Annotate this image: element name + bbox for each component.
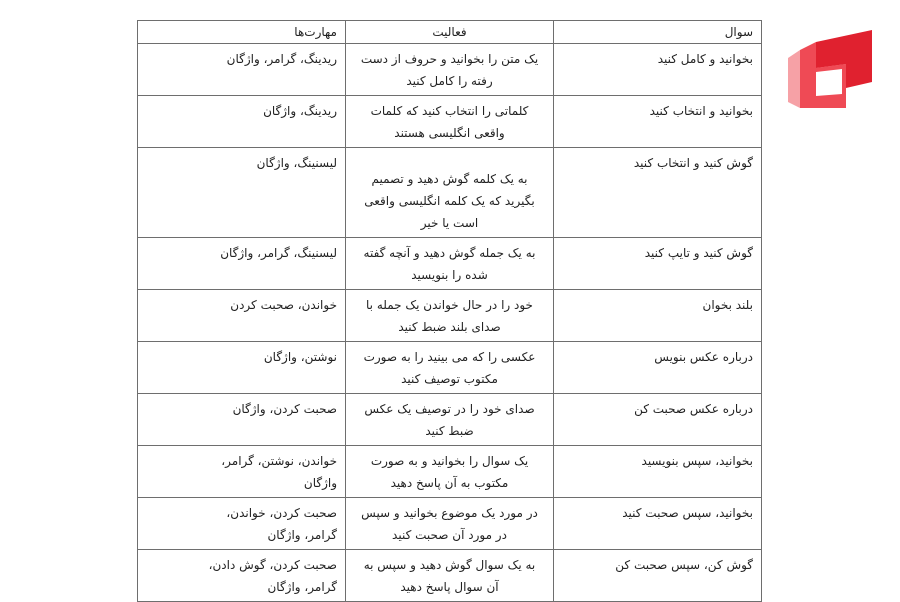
cell-activity: عکسی را که می بینید را به صورت مکتوب توصیف کنید — [346, 342, 554, 394]
table-header-row — [138, 21, 762, 44]
cell-question: گوش کن، سپس صحبت کن — [554, 550, 762, 602]
table-row — [138, 148, 762, 238]
table-row — [138, 44, 762, 96]
cell-skills: لیسنینگ، واژگان — [138, 148, 346, 238]
skills-table — [137, 20, 762, 602]
header-activity: فعالیت — [346, 21, 554, 44]
cell-skills: صحبت کردن، واژگان — [138, 394, 346, 446]
cell-skills: صحبت کردن، خواندن، گرامر، واژگان — [138, 498, 346, 550]
table-row — [138, 550, 762, 602]
cell-skills: لیسنینگ، گرامر، واژگان — [138, 238, 346, 290]
cell-activity: یک سوال را بخوانید و به صورت مکتوب به آن پاسخ دهید — [346, 446, 554, 498]
table-row — [138, 446, 762, 498]
cell-activity: خود را در حال خواندن یک جمله با صدای بلند ضبط کنید — [346, 290, 554, 342]
cell-activity: در مورد یک موضوع بخوانید و سپس در مورد آن صحبت کنید — [346, 498, 554, 550]
cell-question: بخوانید، سپس بنویسید — [554, 446, 762, 498]
cell-skills: ریدینگ، واژگان — [138, 96, 346, 148]
table-row — [138, 498, 762, 550]
cell-question: گوش کنید و تایپ کنید — [554, 238, 762, 290]
cell-question: بلند بخوان — [554, 290, 762, 342]
header-skills: مهارت‌ها — [138, 21, 346, 44]
cell-skills: خواندن، صحبت کردن — [138, 290, 346, 342]
cell-question: درباره عکس بنویس — [554, 342, 762, 394]
table-row — [138, 96, 762, 148]
cell-question: بخوانید و کامل کنید — [554, 44, 762, 96]
table-row — [138, 394, 762, 446]
brand-logo-icon — [786, 24, 878, 114]
cell-skills: ریدینگ، گرامر، واژگان — [138, 44, 346, 96]
cell-activity: به یک جمله گوش دهید و آنچه گفته شده را بنویسید — [346, 238, 554, 290]
header-question: سوال — [554, 21, 762, 44]
cell-skills: خواندن، نوشتن، گرامر، واژگان — [138, 446, 346, 498]
cell-skills: نوشتن، واژگان — [138, 342, 346, 394]
cell-activity: کلماتی را انتخاب کنید که کلمات واقعی انگلیسی هستند — [346, 96, 554, 148]
cell-question: درباره عکس صحبت کن — [554, 394, 762, 446]
table-row — [138, 238, 762, 290]
cell-activity: یک متن را بخوانید و حروف از دست رفته را کامل کنید — [346, 44, 554, 96]
cell-activity: به یک کلمه گوش دهید و تصمیم بگیرید که یک کلمه انگلیسی واقعی است یا خیر — [346, 148, 554, 238]
cell-question: بخوانید و انتخاب کنید — [554, 96, 762, 148]
table-row — [138, 342, 762, 394]
skills-table-container — [137, 20, 761, 602]
table-row — [138, 290, 762, 342]
cell-question: بخوانید، سپس صحبت کنید — [554, 498, 762, 550]
cell-activity: به یک سوال گوش دهید و سپس به آن سوال پاسخ دهید — [346, 550, 554, 602]
cell-question: گوش کنید و انتخاب کنید — [554, 148, 762, 238]
logo-inner-cut — [816, 69, 842, 96]
cell-activity: صدای خود را در توصیف یک عکس ضبط کنید — [346, 394, 554, 446]
cell-skills: صحبت کردن، گوش دادن، گرامر، واژگان — [138, 550, 346, 602]
